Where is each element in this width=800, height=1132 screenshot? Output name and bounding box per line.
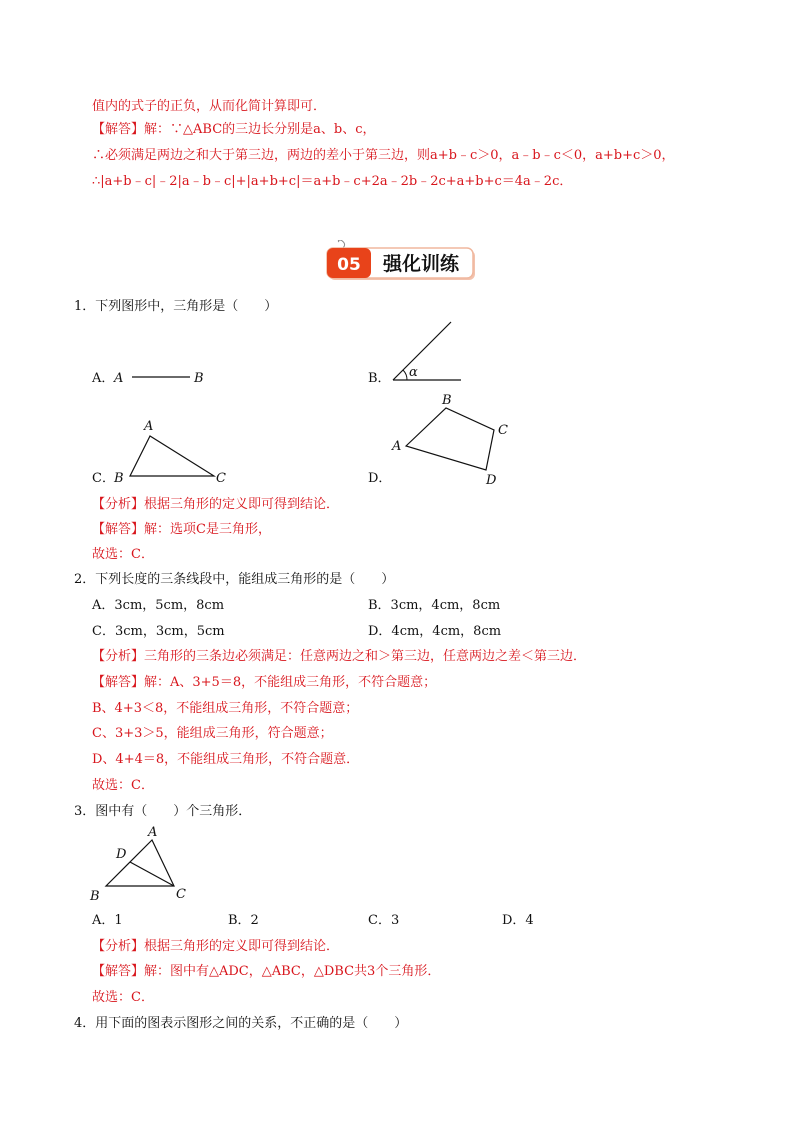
- q1-answer: 【解答】解：选项C是三角形，: [92, 522, 271, 537]
- q2-answer-4: D、4+4＝8，不能组成三角形，不符合题意．: [92, 752, 360, 767]
- q1-analysis: 【分析】根据三角形的定义即可得到结论．: [92, 497, 340, 512]
- triangle-abc: [130, 436, 214, 476]
- intro-line-1: 值内的式子的正负，从而化简计算即可．: [92, 99, 327, 114]
- intro-line-3: ∴必须满足两边之和大于第三边，两边的差小于第三边，则a+b﹣c＞0，a﹣b﹣c＜0，a+b+c＞0，: [92, 148, 675, 163]
- q3-analysis: 【分析】根据三角形的定义即可得到结论．: [92, 939, 340, 954]
- q4-stem: 4．用下面的图表示图形之间的关系，不正确的是（ ）: [74, 1016, 408, 1031]
- q1-figure-b: [385, 318, 475, 388]
- q3-figure: [88, 824, 198, 906]
- solution-text: 解：∵△ABC的三边长分别是a、b、c，: [144, 122, 376, 137]
- q1-option-c: C．: [92, 471, 115, 486]
- q2-option-b: B．3cm，4cm，8cm: [368, 598, 501, 613]
- q3-option-d: D．4: [502, 913, 534, 928]
- label-a: A: [114, 371, 124, 386]
- q2-option-a: A．3cm，5cm，8cm: [92, 598, 225, 613]
- q1-choice: 故选：C．: [92, 547, 154, 562]
- q1-stem: 1．下列图形中，三角形是（ ）: [74, 299, 278, 314]
- q3-option-b: B．2: [228, 913, 259, 928]
- banner-title: 强化训练: [382, 253, 460, 275]
- q2-choice: 故选：C．: [92, 778, 154, 793]
- intro-line-4: ∴|a+b﹣c|﹣2|a﹣b﹣c|+|a+b+c|＝a+b﹣c+2a﹣2b﹣2c+a+b+c＝4a﹣2c．: [92, 174, 573, 189]
- q3-answer: 【解答】解：图中有△ADC，△ABC，△DBC共3个三角形．: [92, 964, 441, 979]
- label-c: C: [176, 887, 186, 902]
- q1-option-d: D．: [368, 471, 392, 486]
- q2-answer-3: C、3+3＞5，能组成三角形，符合题意；: [92, 726, 333, 741]
- label-a: A: [144, 419, 154, 434]
- label-c: C: [216, 471, 226, 486]
- q1-option-b: B．: [368, 371, 391, 386]
- q3-option-c: C．3: [368, 913, 400, 928]
- q2-stem: 2．下列长度的三条线段中，能组成三角形的是（ ）: [74, 572, 395, 587]
- solution-tag: 【解答】: [92, 122, 145, 137]
- banner-pin-icon: [338, 240, 344, 248]
- q2-answer-2: B、4+3＜8，不能组成三角形，不符合题意；: [92, 701, 359, 716]
- q3-stem: 3．图中有（ ）个三角形．: [74, 804, 252, 819]
- label-d: D: [116, 847, 127, 862]
- q1-figure-c: [110, 414, 240, 490]
- q2-option-c: C．3cm，3cm，5cm: [92, 624, 225, 639]
- q2-option-d: D．4cm，4cm，8cm: [368, 624, 502, 639]
- q3-option-a: A．1: [92, 913, 123, 928]
- quadrilateral-abcd: [406, 408, 494, 470]
- q3-choice: 故选：C．: [92, 990, 154, 1005]
- label-b: B: [442, 393, 452, 408]
- intro-line-2: [92, 121, 376, 139]
- q1-figure-d: [390, 390, 520, 488]
- section-banner: [325, 240, 477, 282]
- label-a: A: [148, 825, 158, 840]
- q2-analysis: 【分析】三角形的三条边必须满足：任意两边之和＞第三边，任意两边之差＜第三边．: [92, 649, 587, 664]
- angle-arc: [403, 370, 407, 380]
- q2-answer-1: 【解答】解：A、3+5＝8，不能组成三角形，不符合题意；: [92, 675, 437, 690]
- label-b: B: [194, 371, 204, 386]
- label-d: D: [486, 473, 497, 488]
- label-b: B: [114, 471, 124, 486]
- label-c: C: [498, 423, 508, 438]
- angle-label: α: [409, 365, 418, 380]
- banner-number: 05: [337, 255, 361, 275]
- q1-option-a: A．: [92, 371, 115, 386]
- label-a: A: [392, 439, 402, 454]
- q1-figure-a: [110, 362, 220, 392]
- segment-dc: [130, 862, 174, 886]
- label-b: B: [90, 889, 100, 904]
- ray-slanted: [393, 322, 451, 380]
